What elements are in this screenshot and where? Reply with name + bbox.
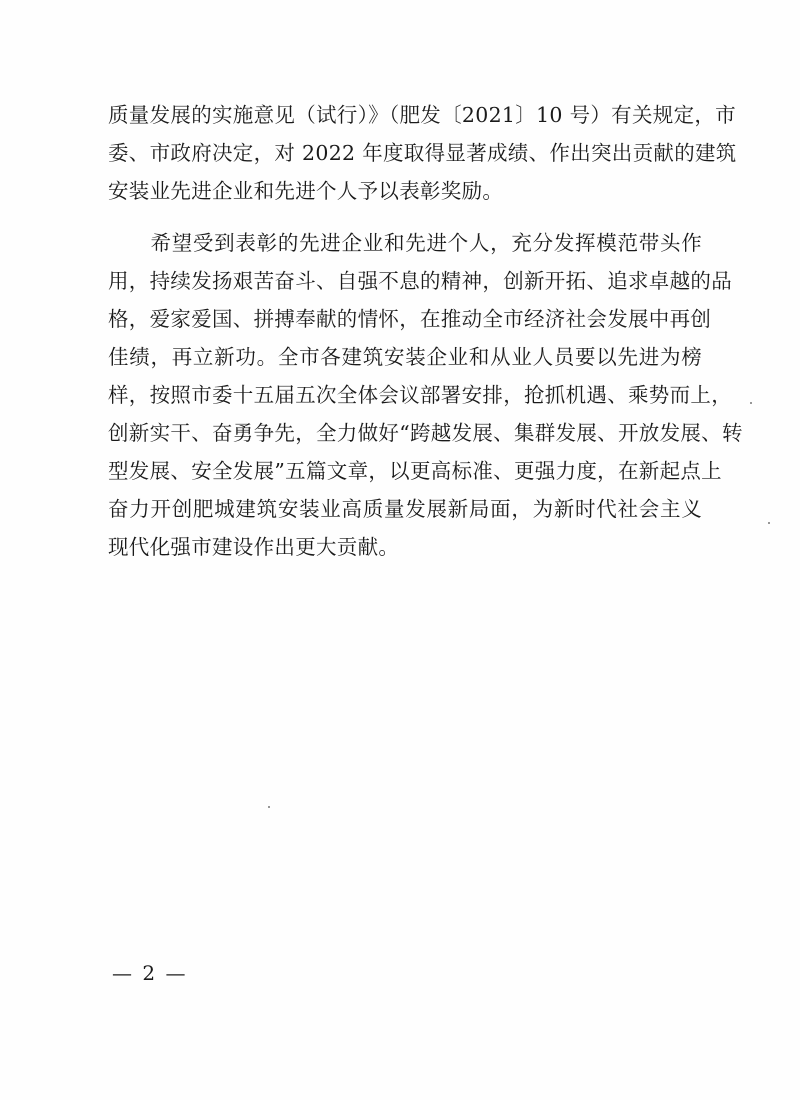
text-line: 安装业先进企业和先进个人予以表彰奖励。 <box>108 179 504 203</box>
scan-speck <box>268 806 270 808</box>
paragraph-2 <box>108 224 743 566</box>
text-line: 现代化强市建设作出更大贡献。 <box>108 535 400 559</box>
text-line: 型发展、安全发展”五篇文章，以更高标准、更强力度，在新起点上 <box>108 459 722 483</box>
text-line: 委、市政府决定，对 2022 年度取得显著成绩、作出突出贡献的建筑 <box>108 141 737 165</box>
text-line: 奋力开创肥城建筑安装业高质量发展新局面，为新时代社会主义 <box>108 497 702 521</box>
page-number: — 2 — <box>112 961 188 985</box>
text-line: 创新实干、奋勇争先，全力做好“跨越发展、集群发展、开放发展、转 <box>108 421 743 445</box>
text-line: 希望受到表彰的先进企业和先进个人，充分发挥模范带头作 <box>108 231 702 255</box>
paragraph-1 <box>108 96 737 210</box>
scan-speck <box>768 522 770 524</box>
scan-speck <box>750 402 752 404</box>
text-line: 格，爱家爱国、拼搏奉献的情怀，在推动全市经济社会发展中再创 <box>108 307 712 331</box>
text-line: 佳绩，再立新功。全市各建筑安装企业和从业人员要以先进为榜 <box>108 345 702 369</box>
body-text <box>108 96 743 566</box>
text-line: 样，按照市委十五届五次全体会议部署安排，抢抓机遇、乘势而上， <box>108 383 732 407</box>
text-line: 质量发展的实施意见（试行）》（肥发〔2021〕10 号）有关规定，市 <box>108 103 736 127</box>
text-line: 用，持续发扬艰苦奋斗、自强不息的精神，创新开拓、追求卓越的品 <box>108 269 732 293</box>
